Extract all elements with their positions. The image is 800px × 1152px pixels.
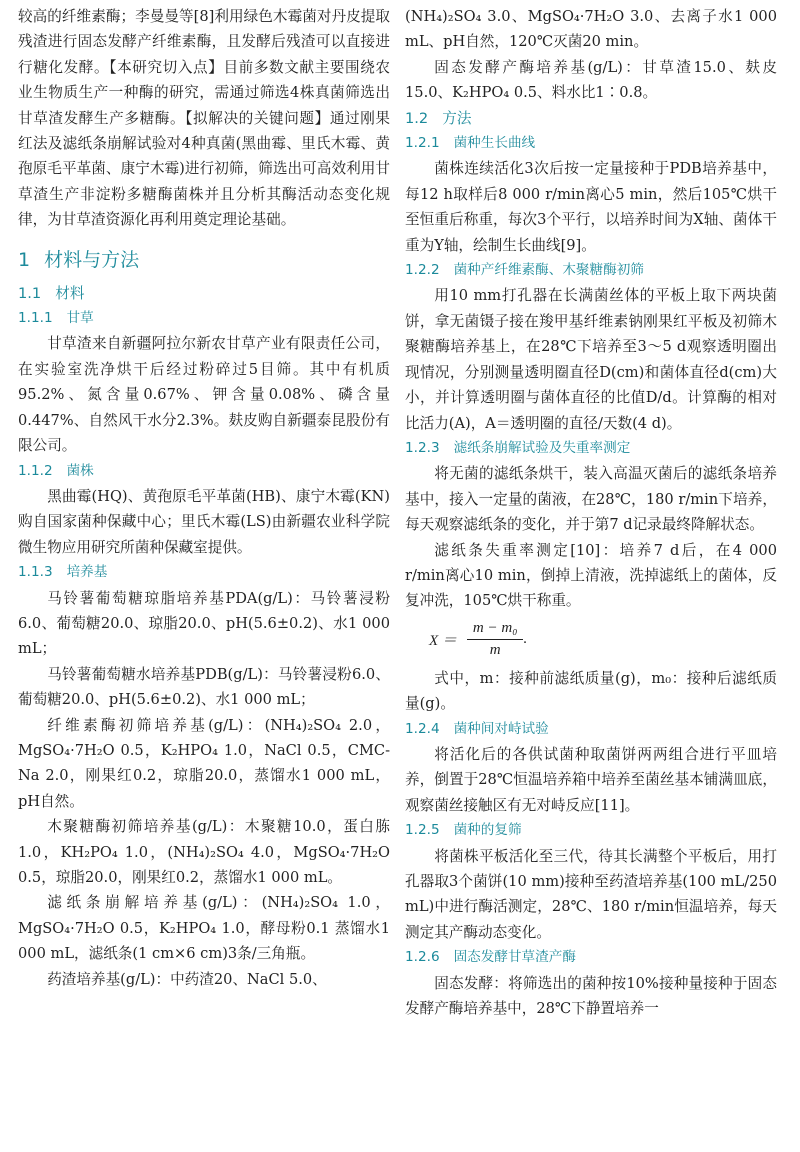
weight-loss-paragraph: 滤纸条失重率测定[10]：培养7 d后，在4 000 r/min离心10 min，倒掉上清液，洗掉滤纸上的菌体，反复冲洗，105℃烘干称重。 [405,541,777,610]
section-number: 1.2.4 [405,720,440,737]
solid-medium-paragraph: 固态发酵产酶培养基(g/L)：甘草渣15.0、麸皮15.0、K₂HPO₄ 0.5、料水比1∶0.8。 [405,58,777,102]
section-number: 1.1.3 [18,564,53,581]
section-number: 1.2 [405,109,429,127]
section-title: 材料 [55,284,85,302]
section-number: 1.1.2 [18,462,53,479]
section-title: 固态发酵甘草渣产酶 [453,949,576,966]
formula-note: 式中，m：接种前滤纸质量(g)，m₀：接种后滤纸质量(g)。 [405,669,777,713]
section-title: 菌种产纤维素酶、木聚糖酶初筛 [453,262,644,279]
herb-residue-medium-paragraph: 药渣培养基(g/L)：中药渣20、NaCl 5.0、 [47,970,327,988]
section-title: 菌种间对峙试验 [453,720,549,737]
section-title: 菌株 [66,462,94,479]
confrontation-test-paragraph: 将活化后的各供试菌种取菌饼两两组合进行平皿培养，倒置于28℃恒温培养箱中培养至菌丝基本铺满皿底，观察菌丝接触区有无对峙反应[11]。 [405,745,777,814]
section-title: 培养基 [66,564,108,581]
section-number: 1.2.6 [405,949,440,966]
formula-denominator: m [489,642,501,659]
section-heading-1-2-1 [405,131,777,156]
section-title: 方法 [442,109,472,127]
section-heading-1-1-1 [18,306,390,331]
section-title: 材料与方法 [44,248,140,271]
rescreening-paragraph: 将菌株平板活化至三代，待其长满整个平板后，用打孔器取3个菌饼(10 mm)接种至药渣培养基(100 mL/250 mL)中进行酶活测定，28℃、180 r/min恒温培养，每天测定其产酶动态变化。 [405,847,777,941]
section-title: 菌种的复筛 [453,822,522,839]
section-number: 1.2.3 [405,439,440,456]
section-heading-1-2 [405,106,777,131]
section-heading-1-2-5 [405,818,777,843]
section-heading-1-2-2 [405,258,777,283]
strains-paragraph: 黑曲霉(HQ)、黄孢原毛平革菌(HB)、康宁木霉(KN)购自国家菌种保藏中心；里氏木霉(LS)由新疆农业科学院微生物应用研究所菌种保藏室提供。 [18,487,390,556]
section-number: 1 [18,248,31,271]
formula-lhs: X ＝ [429,633,457,650]
section-heading-1-1-3 [18,560,390,585]
pdb-medium-paragraph: 马铃薯葡萄糖水培养基PDB(g/L)：马铃薯浸粉6.0、葡萄糖20.0、pH(5.6±0.2)、水1 000 mL； [18,665,390,709]
section-number: 1.2.1 [405,135,440,152]
section-heading-1-1 [18,281,390,306]
section-title: 滤纸条崩解试验及失重率测定 [453,439,631,456]
section-heading-1-2-6 [405,945,777,970]
pda-medium-paragraph: 马铃薯葡萄糖琼脂培养基PDA(g/L)：马铃薯浸粉6.0、葡萄糖20.0、琼脂20.0、pH(5.6±0.2)、水1 000 mL； [18,589,390,658]
right-column [405,4,777,1021]
herb-medium-continuation: (NH₄)₂SO₄ 3.0、MgSO₄·7H₂O 3.0、去离子水1 000 mL、pH自然，120℃灭菌20 min。 [405,8,777,51]
formula-period: . [523,631,528,648]
section-heading-1-1-2 [18,459,390,484]
cellulase-medium-paragraph: 纤维素酶初筛培养基(g/L)：(NH₄)₂SO₄ 2.0，MgSO₄·7H₂O 0.5，K₂HPO₄ 1.0，NaCl 0.5，CMC-Na 2.0，刚果红0.2，琼脂20.0，蒸馏水1 000 mL，pH自然。 [18,716,390,810]
section-title: 甘草 [66,310,94,327]
section-number: 1.1.1 [18,310,53,327]
licorice-paragraph: 甘草渣来自新疆阿拉尔新农甘草产业有限责任公司，在实验室洗净烘干后经过粉碎过5目筛。其中有机质95.2%、氮含量0.67%、钾含量0.08%、磷含量0.447%、自然风干水分2.3%。麸皮购自新疆泰昆股份有限公司。 [18,335,390,455]
section-number: 1.1 [18,284,42,302]
section-heading-1-2-3 [405,436,777,461]
xylanase-medium-paragraph: 木聚糖酶初筛培养基(g/L)：木聚糖10.0，蛋白胨1.0，KH₂PO₄ 1.0，(NH₄)₂SO₄ 4.0，MgSO₄·7H₂O 0.5，琼脂20.0，刚果红0.2，蒸馏水1 000 mL。 [18,818,390,886]
section-heading-1 [18,247,390,273]
section-title: 菌种生长曲线 [453,135,536,152]
formula-fraction [467,620,524,659]
growth-curve-paragraph: 菌株连续活化3次后按一定量接种于PDB培养基中，每12 h取样后8 000 r/min离心5 min，然后105℃烘干至恒重后称重，每次3个平行，以培养时间为X轴、菌体干重为Y轴，绘制生长曲线[9]。 [405,160,777,254]
section-heading-1-2-4 [405,717,777,742]
left-column [18,4,390,992]
filter-paper-test-paragraph: 将无菌的滤纸条烘干，装入高温灭菌后的滤纸条培养基中，接入一定量的菌液，在28℃，180 r/min下培养，每天观察滤纸条的变化，并于第7 d记录最终降解状态。 [405,465,777,534]
section-number: 1.2.2 [405,262,440,279]
weight-loss-formula [429,618,777,662]
formula-numerator: m − m₀ [467,620,524,640]
enzyme-screening-paragraph: 用10 mm打孔器在长满菌丝体的平板上取下两块菌饼，拿无菌镊子接在羧甲基纤维素钠刚果红平板及初筛木聚糖酶培养基上，在28℃下培养至3～5 d观察透明圈出现情况，分别测量透明圈直径D(cm)和菌体直径d(cm)大小，并计算透明圈与菌体直径的比值D/d。计算酶的相对比活力(A)，A＝透明圈的直径/天数(4 d)。 [405,287,777,432]
solid-fermentation-paragraph: 固态发酵：将筛选出的菌种按10%接种量接种于固态发酵产酶培养基中，28℃下静置培养一 [405,974,777,1018]
filter-paper-medium-paragraph: 滤纸条崩解培养基(g/L)：(NH₄)₂SO₄ 1.0，MgSO₄·7H₂O 0.5，K₂HPO₄ 1.0，酵母粉0.1 蒸馏水1 000 mL，滤纸条(1 cm×6 cm)3条/三角瓶。 [18,894,390,963]
intro-paragraph: 较高的纤维素酶；李曼曼等[8]利用绿色木霉菌对丹皮提取残渣进行固态发酵产纤维素酶，且发酵后残渣可以直接进行糖化发酵。【本研究切入点】目前多数文献主要围绕农业生物质生产一种酶的研究，需通过筛选4株真菌筛选出甘草渣发酵生产多糖酶。【拟解决的关键问题】通过刚果红法及滤纸条崩解试验对4种真菌(黑曲霉、里氏木霉、黄孢原毛平革菌、康宁木霉)进行初筛，筛选出可高效利用甘草渣生产非淀粉多糖酶菌株并且分析其酶活动态变化规律，为甘草渣资源化再利用奠定理论基础。 [18,8,390,229]
section-number: 1.2.5 [405,822,440,839]
